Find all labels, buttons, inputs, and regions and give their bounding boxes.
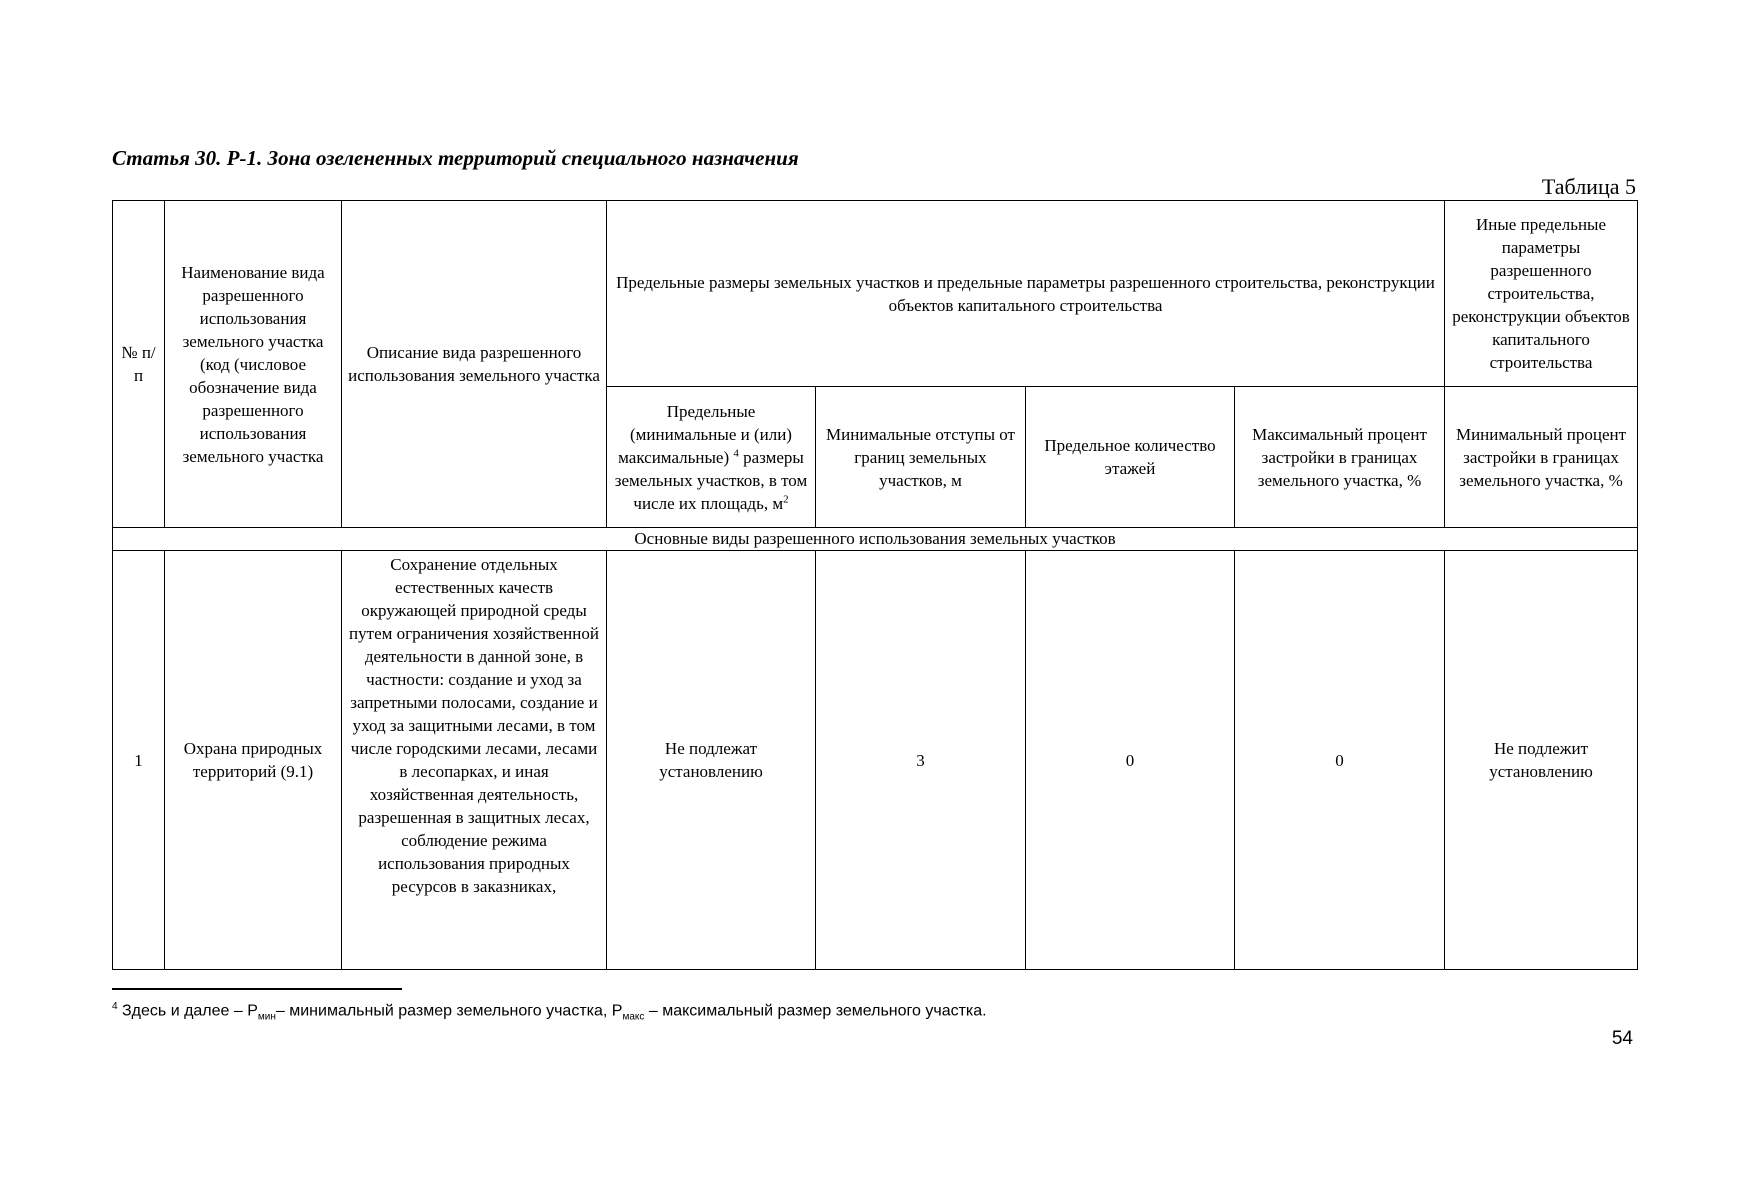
row-min-coverage: Не подлежит установлению: [1445, 551, 1638, 970]
header-plot-sizes: [607, 387, 816, 528]
header-use-name: Наименование вида разрешенного использования земельного участка (код (числовое обозначение вида разрешенного использования земельного участка: [165, 201, 342, 528]
footnote-sub-max: макс: [622, 1011, 645, 1023]
header-max-coverage: Максимальный процент застройки в границах земельного участка, %: [1235, 387, 1445, 528]
footnote-separator: [112, 988, 402, 990]
table-label: Таблица 5: [1541, 174, 1636, 199]
table-row: [113, 551, 1638, 970]
row-use-name: Охрана природных территорий (9.1): [165, 551, 342, 970]
article-title: Статья 30. Р-1. Зона озелененных территорий специального назначения: [112, 146, 799, 170]
section-row: [113, 528, 1638, 551]
row-setbacks: 3: [816, 551, 1026, 970]
footnote-text-part2: – минимальный размер земельного участка, Р: [275, 1002, 623, 1020]
unit-superscript: 2: [783, 492, 789, 505]
header-plot-sizes-part1: Предельные (минимальные и (или) максимальные): [618, 401, 792, 467]
row-floors: 0: [1026, 551, 1235, 970]
zoning-table: [112, 200, 1638, 970]
header-other-group: Иные предельные параметры разрешенного строительства, реконструкции объектов капитального строительства: [1445, 201, 1638, 387]
footnote-marker: 4: [112, 1001, 118, 1012]
header-plot-sizes-part2: размеры земельных участков, в том числе их площадь, м: [614, 447, 808, 513]
header-limits-group: Предельные размеры земельных участков и предельные параметры разрешенного строительства, реконструкции объектов капитального строительства: [607, 201, 1445, 387]
footnote-sub-min: мин: [257, 1011, 276, 1023]
footnote-text-part3: – максимальный размер земельного участка.: [644, 1002, 987, 1020]
header-min-coverage: Минимальный процент застройки в границах земельного участка, %: [1445, 387, 1638, 528]
footnote-reference: 4: [733, 446, 739, 459]
row-max-coverage: 0: [1235, 551, 1445, 970]
header-row-top: [113, 201, 1638, 387]
header-floors: Предельное количество этажей: [1026, 387, 1235, 528]
footnote: [112, 1001, 987, 1023]
page-number: 54: [1611, 1028, 1633, 1049]
section-title: Основные виды разрешенного использования земельных участков: [113, 528, 1638, 551]
row-description-cell: [342, 551, 607, 970]
footnote-text-part1: Здесь и далее – Р: [117, 1002, 258, 1020]
header-description: Описание вида разрешенного использования земельного участка: [342, 201, 607, 528]
row-plot-sizes: Не подлежат установлению: [607, 551, 816, 970]
header-setbacks: Минимальные отступы от границ земельных участков, м: [816, 387, 1026, 528]
row-num: 1: [113, 551, 165, 970]
row-description: Сохранение отдельных естественных качеств окружающей природной среды путем ограничения хозяйственной деятельности в данной зоне, в частности: создание и уход за запретными полосами, создание и уход за защитными лесами, в том числе городскими лесами, лесами в лесопарках, и иная хозяйственная деятельность, разрешенная в защитных лесах, соблюдение режима использования природных ресурсов в заказниках,: [349, 555, 599, 896]
header-num: № п/п: [113, 201, 165, 528]
